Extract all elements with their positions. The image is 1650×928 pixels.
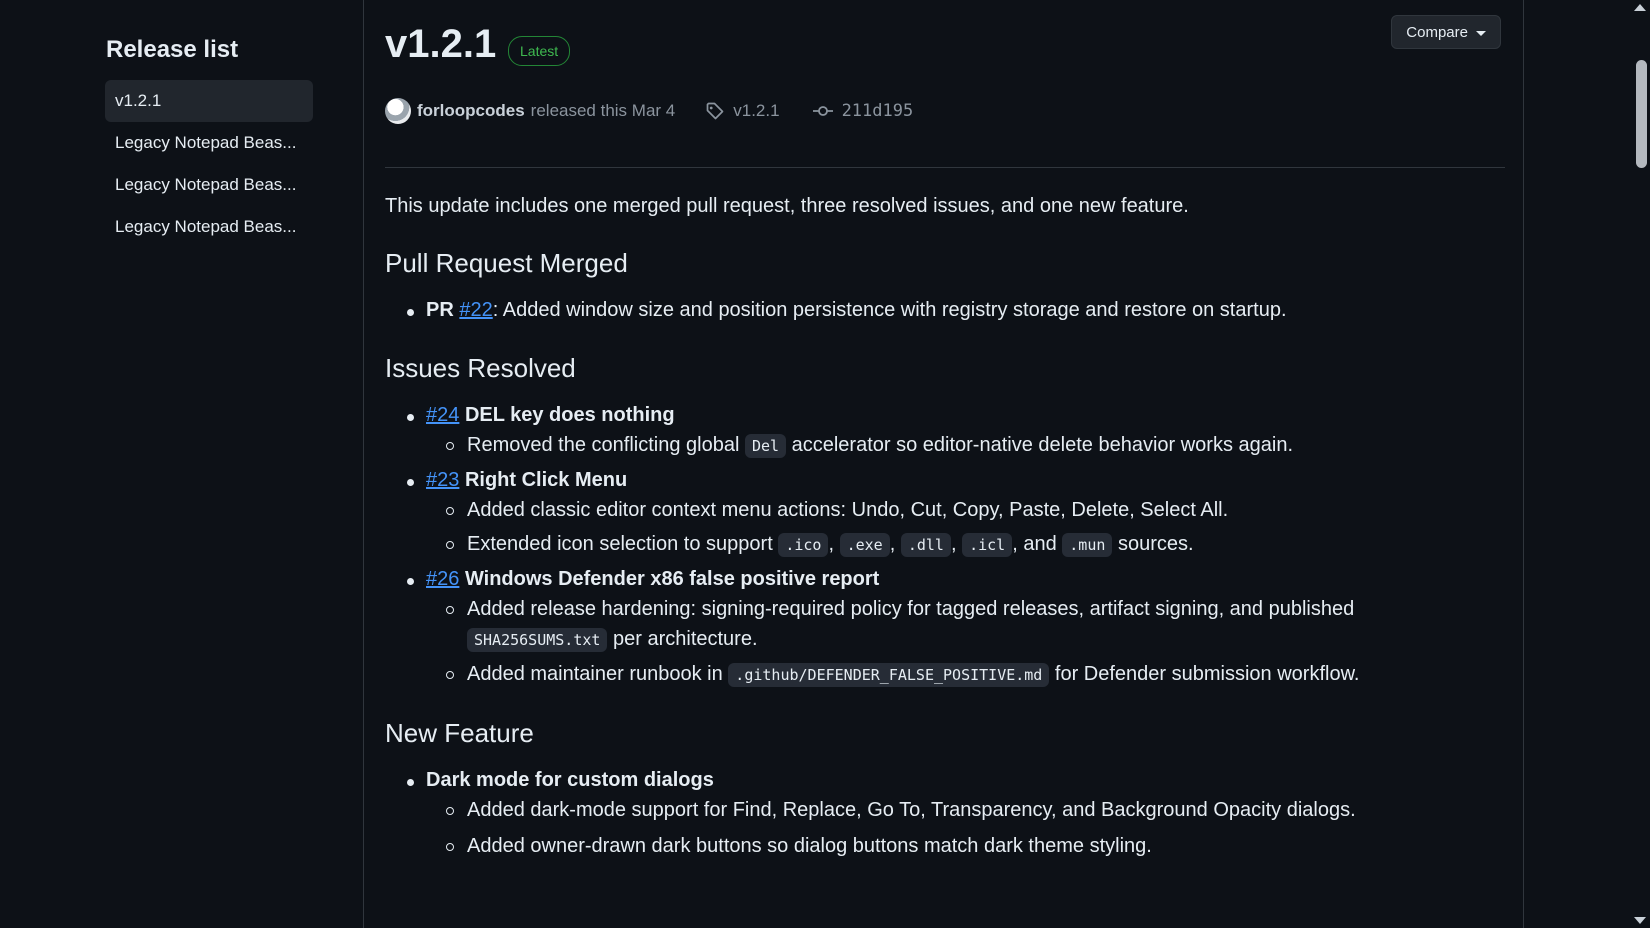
text: Added maintainer runbook in bbox=[467, 663, 723, 685]
release-list bbox=[95, 80, 313, 248]
text: per architecture. bbox=[613, 628, 758, 650]
feature-title: Dark mode for custom dialogs bbox=[426, 769, 714, 791]
scroll-up-arrow-icon[interactable] bbox=[1634, 4, 1646, 11]
release-notes bbox=[385, 188, 1505, 861]
text: Added release hardening: signing-required policy for tagged releases, artifact signing, and published bbox=[467, 598, 1355, 620]
author-link[interactable]: forloopcodes bbox=[417, 101, 525, 120]
sidebar-item-v1-2-1[interactable]: v1.2.1 bbox=[105, 80, 313, 122]
list-item bbox=[426, 594, 1505, 655]
sidebar-item-legacy-1[interactable]: Legacy Notepad Beas... bbox=[115, 133, 297, 152]
list-item: Added dark-mode support for Find, Replace, Go To, Transparency, and Background Opacity dialogs. bbox=[426, 795, 1505, 825]
release-main bbox=[385, 0, 1525, 928]
issue-title: DEL key does nothing bbox=[464, 404, 675, 426]
list-item bbox=[385, 564, 1505, 690]
text: Removed the conflicting global bbox=[467, 434, 740, 456]
latest-badge: Latest bbox=[508, 36, 570, 66]
list-item bbox=[385, 765, 1505, 861]
compare-label: Compare bbox=[1406, 23, 1468, 41]
feature-list bbox=[385, 765, 1505, 861]
sub-list bbox=[426, 795, 1505, 861]
scroll-down-arrow-icon[interactable] bbox=[1634, 917, 1646, 924]
text: sources. bbox=[1117, 533, 1194, 555]
released-text: released this Mar 4 bbox=[530, 101, 676, 120]
list-item bbox=[385, 465, 1505, 560]
issue-title: Windows Defender x86 false positive report bbox=[464, 568, 880, 590]
tag-meta[interactable] bbox=[705, 101, 779, 121]
list-item bbox=[426, 430, 1505, 461]
code-mun: .mun bbox=[1062, 533, 1112, 557]
sidebar-title: Release list bbox=[106, 36, 239, 63]
compare-button[interactable] bbox=[1391, 15, 1501, 49]
text: and bbox=[1023, 533, 1057, 555]
tag-icon bbox=[705, 101, 725, 121]
release-title: v1.2.1 bbox=[385, 22, 497, 66]
tag-label: v1.2.1 bbox=[733, 101, 780, 120]
code-exe: .exe bbox=[840, 533, 890, 557]
issues-list bbox=[385, 400, 1505, 690]
text: Extended icon selection to support bbox=[467, 533, 773, 555]
list-item: Added classic editor context menu actions: Undo, Cut, Copy, Paste, Delete, Select All. bbox=[426, 495, 1505, 525]
heading-pull-request: Pull Request Merged bbox=[385, 248, 628, 278]
issue-link-23[interactable]: #23 bbox=[426, 469, 460, 491]
avatar[interactable] bbox=[385, 98, 411, 124]
sidebar-item-legacy-2[interactable]: Legacy Notepad Beas... bbox=[115, 175, 297, 194]
release-meta bbox=[385, 98, 913, 124]
commit-meta[interactable] bbox=[812, 101, 914, 121]
list-item bbox=[426, 659, 1505, 690]
code-defender-runbook: .github/DEFENDER_FALSE_POSITIVE.md bbox=[728, 663, 1049, 687]
heading-issues-resolved: Issues Resolved bbox=[385, 353, 576, 383]
commit-hash: 211d195 bbox=[841, 101, 914, 121]
pr-link-22[interactable]: #22 bbox=[459, 299, 493, 321]
scrollbar[interactable] bbox=[1632, 0, 1650, 928]
scrollbar-thumb[interactable] bbox=[1636, 60, 1647, 168]
divider bbox=[385, 167, 1505, 168]
chevron-down-icon bbox=[1476, 31, 1486, 36]
issue-title: Right Click Menu bbox=[464, 469, 628, 491]
code-icl: .icl bbox=[962, 533, 1012, 557]
content-border bbox=[1523, 0, 1524, 928]
code-del: Del bbox=[745, 434, 786, 458]
commit-icon bbox=[812, 101, 834, 121]
intro-text: This update includes one merged pull request, three resolved issues, and one new feature. bbox=[385, 195, 1189, 217]
list-item bbox=[385, 295, 1505, 325]
pr-prefix: PR bbox=[426, 299, 454, 321]
issue-link-24[interactable]: #24 bbox=[426, 404, 460, 426]
sub-list bbox=[426, 430, 1505, 461]
code-ico: .ico bbox=[778, 533, 828, 557]
pr-text: : Added window size and position persistence with registry storage and restore on startup. bbox=[492, 299, 1287, 321]
pr-list bbox=[385, 295, 1505, 325]
sub-list bbox=[426, 594, 1505, 690]
text: for Defender submission workflow. bbox=[1054, 663, 1360, 685]
heading-new-feature: New Feature bbox=[385, 718, 534, 748]
list-item bbox=[385, 400, 1505, 461]
list-item: Extended icon selection to support .ico , .exe , .dll , .icl , and .mun sources. bbox=[426, 529, 1505, 560]
text: accelerator so editor-native delete behavior works again. bbox=[791, 434, 1293, 456]
list-item: Added owner-drawn dark buttons so dialog buttons match dark theme styling. bbox=[426, 831, 1505, 861]
code-sha256sums: SHA256SUMS.txt bbox=[467, 628, 607, 652]
sub-list bbox=[426, 495, 1505, 560]
code-dll: .dll bbox=[901, 533, 951, 557]
sidebar-item-legacy-3[interactable]: Legacy Notepad Beas... bbox=[115, 217, 297, 236]
release-sidebar bbox=[0, 0, 364, 928]
issue-link-26[interactable]: #26 bbox=[426, 568, 460, 590]
